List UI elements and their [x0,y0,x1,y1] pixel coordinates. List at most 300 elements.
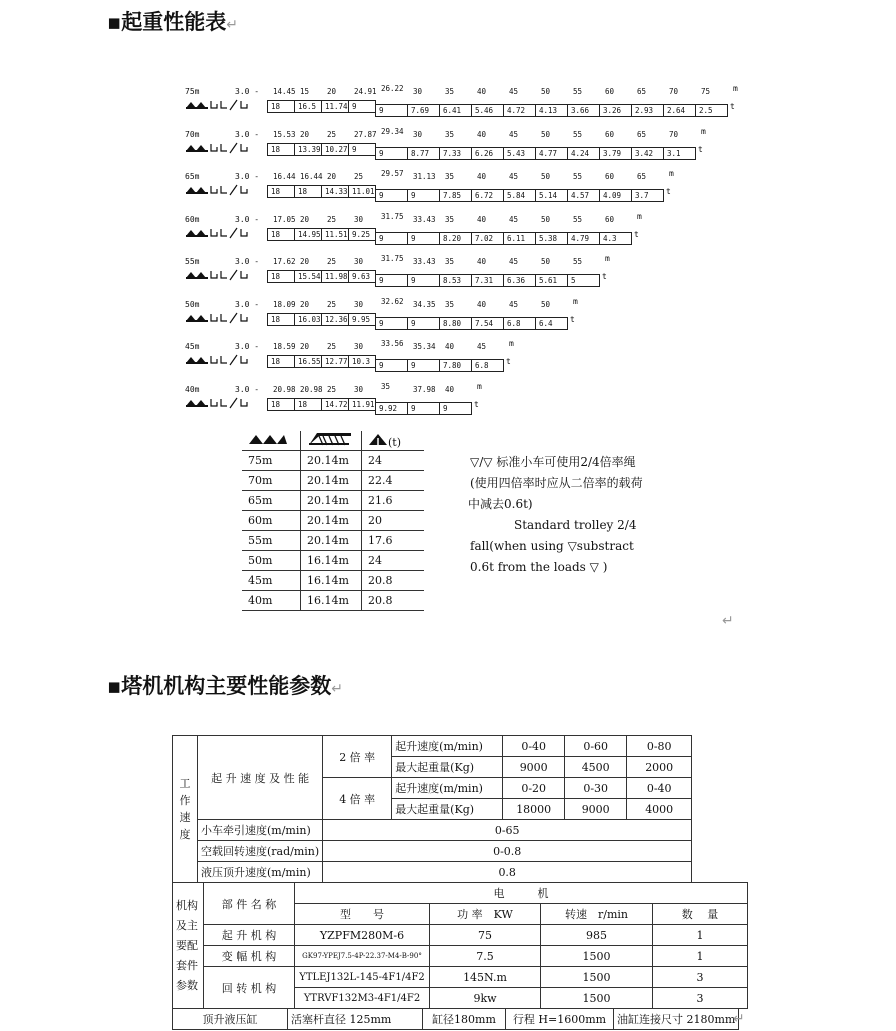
load-value: 13.39 [294,143,322,156]
radius-value: 60 [605,129,615,139]
radius-value: 31.75 [381,254,404,263]
load-value: 3.7 [631,189,664,202]
min-radius-label: 3.0 - [235,299,260,309]
radius-value: 40 [477,129,487,139]
load-value: 6.8 [471,359,504,372]
load-value: 5.46 [471,104,504,117]
radius-value: 55 [573,257,583,266]
radius-value: 60 [605,172,615,181]
radius-value: 31.75 [381,211,404,221]
load-value: 18 [267,228,295,241]
jib-table-cell: 16.14m [301,591,362,611]
radius-value: 35 [445,87,455,96]
jib-table-cell: 20.14m [301,531,362,551]
radius-value: 25 [327,342,337,351]
col-qty: 数 量 [653,904,748,925]
load-value: 9 [375,147,408,160]
jib-table-cell: 17.6 [362,531,425,551]
radius-value: 30 [413,87,423,96]
radius-value: 17.62 [273,257,296,266]
radius-value: 33.56 [381,339,404,348]
unit-t: t [602,272,607,281]
hook-icon: ▽ [589,560,599,574]
load-value: 12.36 [321,313,349,326]
radius-value: 30 [354,299,364,309]
cell: 75 [430,925,541,946]
load-value: 7.80 [439,359,472,372]
load-value: 4.3 [599,232,632,245]
radius-value: 65 [637,87,647,96]
load-value: 11.98 [321,270,349,283]
load-value: 9.95 [348,313,376,326]
radius-value: 24.91 [354,87,377,96]
radius-value: 20 [300,257,310,266]
radius-value: 40 [477,172,487,181]
load-value: 8.20 [439,232,472,245]
radius-value: 50 [541,257,551,266]
jib-table-cell: 20 [362,511,425,531]
section-title-params: ▪塔机机构主要性能参数↵ [107,674,343,698]
cell: 9kw [430,988,541,1009]
radius-value: 40 [477,257,487,266]
radius-value: 50 [541,299,551,309]
cylinder-length: 油缸连接尺寸 2180mm [614,1009,739,1030]
load-value: 5.84 [503,189,536,202]
load-value: 7.31 [471,274,504,287]
cell: 1 [653,925,748,946]
load-value: 7.33 [439,147,472,160]
unit-t: t [666,187,671,196]
radius-value: 25 [327,214,337,224]
work-speed-label: 工作速度 [173,736,198,883]
load-value: 12.77 [321,355,349,368]
load-value: 5.43 [503,147,536,160]
radius-value: 35 [381,381,391,391]
min-radius-label: 3.0 - [235,384,260,394]
hoist-mech-label: 起 升 机 构 [204,925,295,946]
load-value: 9 [407,359,440,372]
jib-length-label: 50m [185,299,200,309]
load-value: 9 [407,402,440,415]
jib-table-cell: 55m [242,531,301,551]
load-value: 18 [294,185,322,198]
max-load-label: 最大起重量(Kg) [392,799,503,820]
trolley-speed-label: 小车牵引速度(m/min) [198,820,323,841]
unit-m: m [733,84,738,93]
load-value: 11.91 [348,398,376,411]
unit-m: m [701,126,706,136]
radius-value: 40 [445,342,455,351]
section-title-load-chart: ▪起重性能表↵ [107,10,238,34]
climb-speed-label: 液压顶升速度(m/min) [198,862,323,883]
cell: 1500 [541,988,653,1009]
cell: 0-40 [627,778,692,799]
load-value: 3.26 [599,104,632,117]
radius-value: 18.09 [273,299,296,309]
cell: 9000 [503,757,565,778]
radius-value: 55 [573,172,583,181]
radius-value: 15 [300,87,310,96]
unit-t: t [474,399,479,409]
radius-value: 75 [701,87,711,96]
min-radius-label: 3.0 - [235,342,260,351]
load-value: 11.74 [321,100,349,113]
load-value: 9 [407,232,440,245]
radius-value: 55 [573,129,583,139]
load-value: 14.95 [294,228,322,241]
radius-value: 35.34 [413,342,436,351]
jib-length-label: 45m [185,342,200,351]
jib-length-label: 65m [185,172,200,181]
radius-value: 45 [509,214,519,224]
load-value: 4.57 [567,189,600,202]
load-value: 18 [267,185,295,198]
cylinder-stroke: 行程 H=1600mm [506,1009,614,1030]
radius-value: 20 [327,172,337,181]
radius-value: 55 [573,214,583,224]
cell: 18000 [503,799,565,820]
jib-hook-icon [185,184,255,198]
load-value: 4.09 [599,189,632,202]
radius-value: 65 [637,172,647,181]
radius-value: 35 [445,257,455,266]
cell: YZPFM280M-6 [295,925,430,946]
load-value: 9 [439,402,472,415]
cell: YTLEJ132L-145-4F1/4F2 [295,967,430,988]
jib-table-cell: 16.14m [301,551,362,571]
jib-table-cell: 65m [242,491,301,511]
unit-m: m [605,254,610,263]
rate4-label: 4 倍 率 [323,778,392,820]
climb-speed-value: 0.8 [323,862,692,883]
cell: 0-20 [503,778,565,799]
load-value: 9 [407,317,440,330]
load-value: 9 [407,274,440,287]
load-value: 7.54 [471,317,504,330]
jib-length-label: 75m [185,87,200,96]
load-value: 7.69 [407,104,440,117]
radius-value: 33.43 [413,257,436,266]
radius-value: 37.98 [413,384,436,394]
unit-m: m [477,381,482,391]
jib-table-cell: 24 [362,451,425,471]
cell: 145N.m [430,967,541,988]
radius-value: 20 [300,214,310,224]
luff-mech-label: 变 幅 机 构 [204,946,295,967]
slew-speed-value: 0-0.8 [323,841,692,862]
load-value: 14.72 [321,398,349,411]
radius-value: 40 [477,299,487,309]
radius-value: 34.35 [413,299,436,309]
jib-hook-icon [185,397,255,411]
radius-value: 40 [477,87,487,96]
cell: 4500 [565,757,627,778]
radius-value: 35 [445,172,455,181]
load-value: 8.53 [439,274,472,287]
radius-value: 16.44 [273,172,296,181]
load-value: 9 [375,232,408,245]
radius-value: 30 [354,257,364,266]
radius-value: 32.62 [381,296,404,306]
load-value: 14.33 [321,185,349,198]
jib-table-cell: 40m [242,591,301,611]
max-load-header: (t) [362,431,425,451]
jib-table-cell: 70m [242,471,301,491]
unit-t: t [570,314,575,324]
cell: 3 [653,988,748,1009]
jib-table-cell: 22.4 [362,471,425,491]
jib-table-cell: 50m [242,551,301,571]
load-value: 4.24 [567,147,600,160]
load-value: 18 [267,143,295,156]
radius-value: 29.34 [381,126,404,136]
jib-length-label: 55m [185,257,200,266]
radius-value: 50 [541,172,551,181]
cylinder-label: 顶升液压缸 [173,1009,288,1030]
rate2-label: 2 倍 率 [323,736,392,778]
jib-table-cell: 20.14m [301,451,362,471]
trolley-note: ▽/▽ 标准小车可使用2/4倍率绳 (使用四倍率时应从二倍率的载荷 中减去0.6t) Standard trolley 2/4 fall(when using ▽substract 0.6t from the loads ▽ ) [468,455,643,574]
hoist-speed-label: 起升速度(m/min) [392,778,503,799]
radius-value: 40 [445,384,455,394]
load-value: 10.27 [321,143,349,156]
radius-value: 45 [477,342,487,351]
slew-mech-label: 回 转 机 构 [204,967,295,1009]
load-value: 2.5 [695,104,728,117]
radius-value: 20 [300,299,310,309]
load-value: 18 [267,100,295,113]
load-value: 9 [375,359,408,372]
min-radius-label: 3.0 - [235,129,260,139]
hook-icon: ▽ [567,539,577,553]
jib-hook-icon [185,312,255,326]
load-value: 18 [267,355,295,368]
load-value: 6.41 [439,104,472,117]
load-value: 3.66 [567,104,600,117]
jib-table [242,431,424,611]
radius-value: 20 [300,342,310,351]
load-value: 9.63 [348,270,376,283]
radius-value: 45 [509,129,519,139]
radius-value: 17.05 [273,214,296,224]
load-value: 6.26 [471,147,504,160]
radius-value: 40 [477,214,487,224]
load-value: 8.80 [439,317,472,330]
unit-m: m [573,296,578,306]
load-value: 9.25 [348,228,376,241]
load-value: 8.77 [407,147,440,160]
radius-value: 20 [300,129,310,139]
radius-value: 45 [509,172,519,181]
min-radius-label: 3.0 - [235,172,260,181]
radius-value: 27.87 [354,129,377,139]
load-value: 3.79 [599,147,632,160]
radius-value: 25 [327,384,337,394]
motor-header: 电 机 [295,883,748,904]
load-value: 4.13 [535,104,568,117]
load-value: 18 [294,398,322,411]
load-value: 11.01 [348,185,376,198]
radius-value: 70 [669,87,679,96]
cell: 1 [653,946,748,967]
radius-value: 31.13 [413,172,436,181]
radius-value: 30 [354,214,364,224]
radius-value: 50 [541,214,551,224]
cell: 4000 [627,799,692,820]
load-chart [185,72,738,417]
params-table [172,735,748,1030]
jib-table-cell: 20.14m [301,491,362,511]
radius-value: 30 [413,129,423,139]
jib-hook-icon [185,99,255,113]
unit-t: t [634,229,639,239]
cell: 3 [653,967,748,988]
load-value: 5.61 [535,274,568,287]
load-value: 4.79 [567,232,600,245]
cell: 0-80 [627,736,692,757]
load-value: 9 [407,189,440,202]
radius-value: 35 [445,299,455,309]
unit-t: t [506,357,511,366]
col-model: 型 号 [295,904,430,925]
radius-value: 45 [509,299,519,309]
jib-table-cell: 24 [362,551,425,571]
radius-value: 26.22 [381,84,404,93]
cell: GK97-YPEJ7.5-4P-22.37-M4-B-90° [295,946,430,967]
load-value: 10.3 [348,355,376,368]
jib-hook-icon [185,354,255,368]
jib-length-icon [242,431,301,451]
load-value: 6.36 [503,274,536,287]
cell: 9000 [565,799,627,820]
load-value: 18 [267,398,295,411]
load-value: 6.11 [503,232,536,245]
radius-value: 50 [541,87,551,96]
part-name-header: 部 件 名 称 [204,883,295,925]
load-value: 6.8 [503,317,536,330]
load-value: 6.72 [471,189,504,202]
radius-value: 30 [354,384,364,394]
cylinder-rod: 活塞杆直径 125mm [288,1009,423,1030]
radius-value: 20.98 [273,384,296,394]
counter-jib-icon [301,431,362,451]
cell: 7.5 [430,946,541,967]
load-value: 5.38 [535,232,568,245]
radius-value: 25 [327,129,337,139]
load-value: 5 [567,274,600,287]
jib-length-label: 60m [185,214,200,224]
unit-m: m [509,339,514,348]
jib-table-cell: 20.14m [301,471,362,491]
jib-table-cell: 20.8 [362,571,425,591]
jib-table-cell: 60m [242,511,301,531]
cell: YTRVF132M3-4F1/4F2 [295,988,430,1009]
cell: 0-30 [565,778,627,799]
cell: 1500 [541,946,653,967]
radius-value: 45 [509,87,519,96]
load-value: 7.85 [439,189,472,202]
radius-value: 30 [354,342,364,351]
radius-value: 50 [541,129,551,139]
load-value: 6.4 [535,317,568,330]
cell: 985 [541,925,653,946]
load-value: 4.77 [535,147,568,160]
radius-value: 60 [605,87,615,96]
radius-value: 16.44 [300,172,323,181]
cell: 0-40 [503,736,565,757]
jib-hook-icon [185,269,255,283]
load-value: 9.92 [375,402,408,415]
load-value: 16.03 [294,313,322,326]
trolley-icon: ▽/▽ [470,455,493,469]
radius-value: 20 [327,87,337,96]
unit-m: m [669,169,674,178]
jib-table-cell: 45m [242,571,301,591]
load-value: 18 [267,313,295,326]
jib-table-cell: 16.14m [301,571,362,591]
col-speed: 转速 r/min [541,904,653,925]
hoist-speed-label: 起升速度(m/min) [392,736,503,757]
load-value: 9 [375,104,408,117]
radius-value: 20.98 [300,384,323,394]
unit-m: m [637,211,642,221]
radius-value: 25 [327,257,337,266]
cell: 1500 [541,967,653,988]
min-radius-label: 3.0 - [235,257,260,266]
load-value: 15.54 [294,270,322,283]
radius-value: 25 [327,299,337,309]
radius-value: 14.45 [273,87,296,96]
load-value: 7.02 [471,232,504,245]
jib-table-cell: 75m [242,451,301,471]
jib-length-label: 40m [185,384,200,394]
load-value: 9 [375,189,408,202]
cylinder-bore: 缸径180mm [423,1009,506,1030]
load-value: 9 [375,317,408,330]
unit-t: t [698,144,703,154]
load-value: 9 [375,274,408,287]
min-radius-label: 3.0 - [235,214,260,224]
load-value: 5.14 [535,189,568,202]
max-load-label: 最大起重量(Kg) [392,757,503,778]
radius-value: 55 [573,87,583,96]
radius-value: 29.57 [381,169,404,178]
jib-hook-icon [185,227,255,241]
mech-label: 机构及主要配套件参数 [173,883,204,1009]
radius-value: 35 [445,129,455,139]
radius-value: 65 [637,129,647,139]
hoist-perf-label: 起 升 速 度 及 性 能 [198,736,323,820]
load-value: 11.51 [321,228,349,241]
radius-value: 15.53 [273,129,296,139]
cell: 0-60 [565,736,627,757]
radius-value: 33.43 [413,214,436,224]
jib-hook-icon [185,142,255,156]
jib-length-label: 70m [185,129,200,139]
load-value: 9 [348,100,376,113]
radius-value: 70 [669,129,679,139]
load-value: 4.72 [503,104,536,117]
load-value: 3.42 [631,147,664,160]
min-radius-label: 3.0 - [235,87,260,96]
load-value: 9 [348,143,376,156]
unit-t: t [730,102,735,111]
jib-table-cell: 20.14m [301,511,362,531]
radius-value: 18.59 [273,342,296,351]
jib-table-cell: 20.8 [362,591,425,611]
load-value: 3.1 [663,147,696,160]
radius-value: 25 [354,172,364,181]
